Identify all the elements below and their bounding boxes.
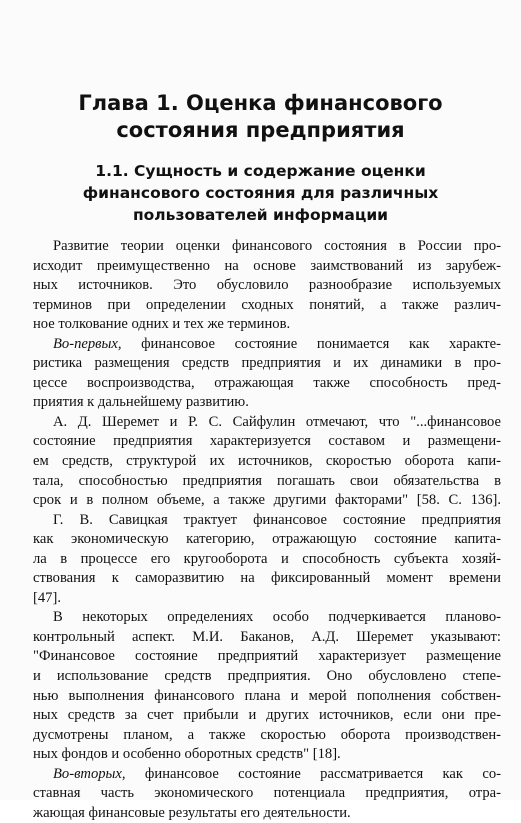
text-line: [33, 452, 501, 472]
text-line: [33, 530, 501, 550]
text-run: контрольный аспект. М.И. Баканов, А.Д. Шеремет указывают:: [33, 628, 501, 645]
text-run: и использование средств предприятия. Оно обусловлено степе-: [33, 668, 501, 685]
text-run: ставная часть экономического потенциала предприятия, отра-: [33, 785, 501, 802]
text-line: [33, 608, 501, 628]
text-line: [33, 393, 501, 413]
text-run: Г. В. Савицкая трактует финансовое состояние предприятия: [53, 511, 501, 528]
text-run: финансовое состояние понимается как характе-: [121, 335, 501, 352]
text-run: ных средств за счет прибыли и других источников, если они пре-: [33, 707, 501, 724]
section-title-line: финансового состояния для различных: [82, 184, 439, 202]
text-line: [33, 667, 501, 687]
text-line: [33, 237, 501, 257]
text-line: [33, 647, 501, 667]
text-line: [33, 569, 501, 589]
text-run: ных источников. Это обусловило разнообразие используемых: [33, 277, 501, 294]
text-run: как экономическую категорию, отражающую состояние капита-: [33, 531, 501, 548]
text-run: терминов при определении сходных понятий, а также различ-: [33, 296, 501, 313]
text-run: ное толкование одних и тех же терминов.: [33, 316, 291, 333]
chapter-title-line: Глава 1. Оценка финансового: [78, 91, 443, 115]
text-run: [47].: [33, 589, 61, 606]
text-run: нью выполнения финансового плана и мерой пополнения собствен-: [33, 687, 501, 704]
text-line: [33, 726, 501, 746]
text-line: [33, 335, 501, 355]
text-line: [33, 784, 501, 804]
italic-lead-in: Во-вторых,: [53, 765, 126, 782]
text-run: ем средств, структурой их источников, скоростью оборота капи-: [33, 453, 501, 470]
text-line: [33, 628, 501, 648]
text-run: исходит преимущественно на основе заимствований из зарубеж-: [33, 257, 501, 274]
text-run: "Финансовое состояние предприятий характеризует размещение: [33, 648, 501, 665]
text-run: ла в процессе его кругооборота и способность субъекта хозяй-: [33, 550, 501, 567]
text-run: жающая финансовые результаты его деятельности.: [33, 804, 351, 821]
text-run: В некоторых определениях особо подчеркивается планово-: [53, 609, 501, 626]
section-title-line: 1.1. Сущность и содержание оценки: [95, 162, 426, 180]
text-run: ных фондов и особенно оборотных средств" [18].: [33, 746, 341, 763]
text-line: [33, 432, 501, 452]
text-run: Развитие теории оценки финансового состояния в России про-: [53, 238, 501, 254]
text-run: срок и в полном объеме, а также другими факторами" [58. С. 136].: [33, 492, 501, 509]
text-line: [33, 491, 501, 511]
text-line: [33, 511, 501, 531]
text-line: [33, 550, 501, 570]
body-text: [33, 237, 501, 823]
chapter-title: [40, 90, 481, 144]
text-line: [33, 589, 501, 609]
text-line: [33, 354, 501, 374]
text-line: [33, 804, 501, 823]
text-run: ристика размещения средств предприятия и их динамики в про-: [33, 355, 501, 372]
text-line: [33, 765, 501, 785]
text-line: [33, 315, 501, 335]
text-run: цессе воспроизводства, отражающая также способность пред-: [33, 374, 501, 391]
section-title-line: пользователей информации: [132, 206, 389, 224]
section-title: [40, 160, 481, 226]
text-line: [33, 276, 501, 296]
text-line: [33, 687, 501, 707]
text-line: [33, 296, 501, 316]
chapter-title-line: состояния предприятия: [116, 118, 405, 142]
text-run: приятия к дальнейшему развитию.: [33, 394, 249, 411]
text-run: тала, способностью предприятия погашать свои обязательства в: [33, 472, 501, 489]
text-run: дусмотрены планом, а также скоростью оборота производствен-: [33, 726, 501, 743]
text-run: финансовое состояние рассматривается как со-: [125, 765, 501, 782]
text-line: [33, 745, 501, 765]
text-run: состояние предприятия характеризуется составом и размещени-: [33, 433, 501, 450]
text-run: А. Д. Шеремет и Р. С. Сайфулин отмечают, что "...финансовое: [53, 413, 501, 430]
text-line: [33, 472, 501, 492]
italic-lead-in: Во-первых,: [53, 335, 122, 352]
text-line: [33, 706, 501, 726]
text-line: [33, 374, 501, 394]
text-line: [33, 257, 501, 277]
text-run: ствования к саморазвитию на фиксированный момент времени: [33, 570, 501, 587]
text-line: [33, 413, 501, 433]
